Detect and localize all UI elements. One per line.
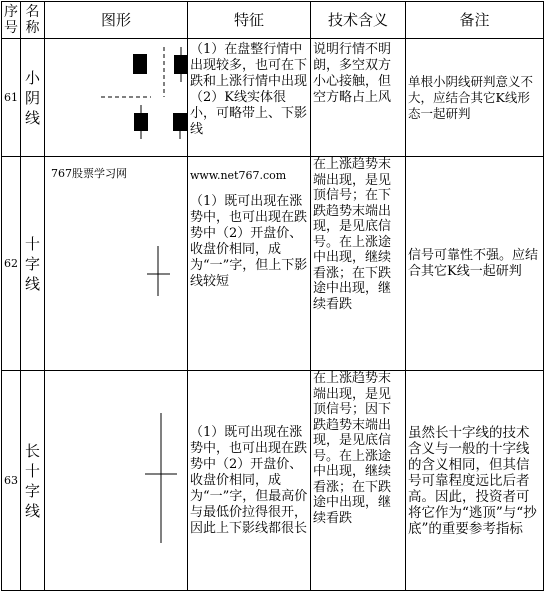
- watermark-text-right: www.net767.com: [190, 169, 287, 182]
- small-bearish-candles-drawing: [45, 39, 188, 156]
- row-feature: （1）既可出现在涨势中，也可出现在跌势中（2）开盘价、收盘价相同，成为“一”字，但最高价与最低价拉得很开，因此上下影线都很长: [188, 371, 311, 591]
- row-meaning: 说明行情不明朗，多空双方小心接触，但空方略占上风: [311, 39, 406, 157]
- header-row: [2, 2, 544, 39]
- row-name: 长十字线: [21, 371, 45, 591]
- row-serial-no: 63: [2, 371, 21, 591]
- row-feature-cell: [188, 157, 311, 371]
- row-note: 单根小阴线研判意义不大，应结合其它K线形态一起研判: [406, 39, 544, 157]
- header-feature: 特征: [188, 2, 311, 39]
- long-legged-doji-figure: [45, 371, 188, 591]
- row-meaning: 在上涨趋势末端出现，是见顶信号；因下跌趋势末端出现，是见底信号。在上涨途中出现，继续看涨；在下跌途中出现，继续看跌: [311, 371, 406, 591]
- header-figure: 图形: [45, 2, 188, 39]
- row-meaning: 在上涨趋势末端出现，是见顶信号；在下跌趋势末端出现，是见底信号。在上涨途中出现，继续看涨；在下跌途中出现，继续看跌: [311, 157, 406, 371]
- row-note: 信号可靠性不强。应结合其它K线一起研判: [406, 157, 544, 371]
- header-note: 备注: [406, 2, 544, 39]
- small-bearish-candle-figure: [45, 39, 188, 157]
- row-note: 虽然长十字线的技术含义与一般的十字线的含义相同，但其信号可靠程度远比后者高。因此，投资者可将它作为“逃顶”与“抄底”的重要参考指标: [406, 371, 544, 591]
- doji-figure: [45, 157, 188, 371]
- row-feature: （1）既可出现在涨势中，也可出现在跌势中（2）开盘价、收盘价相同，成为“一”字，但上下影线较短: [190, 194, 308, 289]
- row-serial-no: 62: [2, 157, 21, 371]
- header-meaning: 技术含义: [311, 2, 406, 39]
- row-name: 十字线: [21, 157, 45, 371]
- row-serial-no: 61: [2, 39, 21, 157]
- doji-drawing: [45, 180, 188, 370]
- header-name: 名称: [21, 2, 45, 39]
- table-row: [2, 39, 544, 157]
- table-row: [2, 157, 544, 371]
- long-legged-doji-drawing: [45, 371, 188, 590]
- row-name: 小阴线: [21, 39, 45, 157]
- row-feature: （1）在盘整行情中出现较多，也可在下跌和上涨行情中出现（2）K线实体很小，可略带上、下影线: [188, 39, 311, 157]
- candlestick-table: [1, 1, 544, 591]
- table-row: [2, 371, 544, 591]
- header-serial-no: 序号: [2, 2, 21, 39]
- watermark-text-left: 767股票学习网: [51, 167, 127, 180]
